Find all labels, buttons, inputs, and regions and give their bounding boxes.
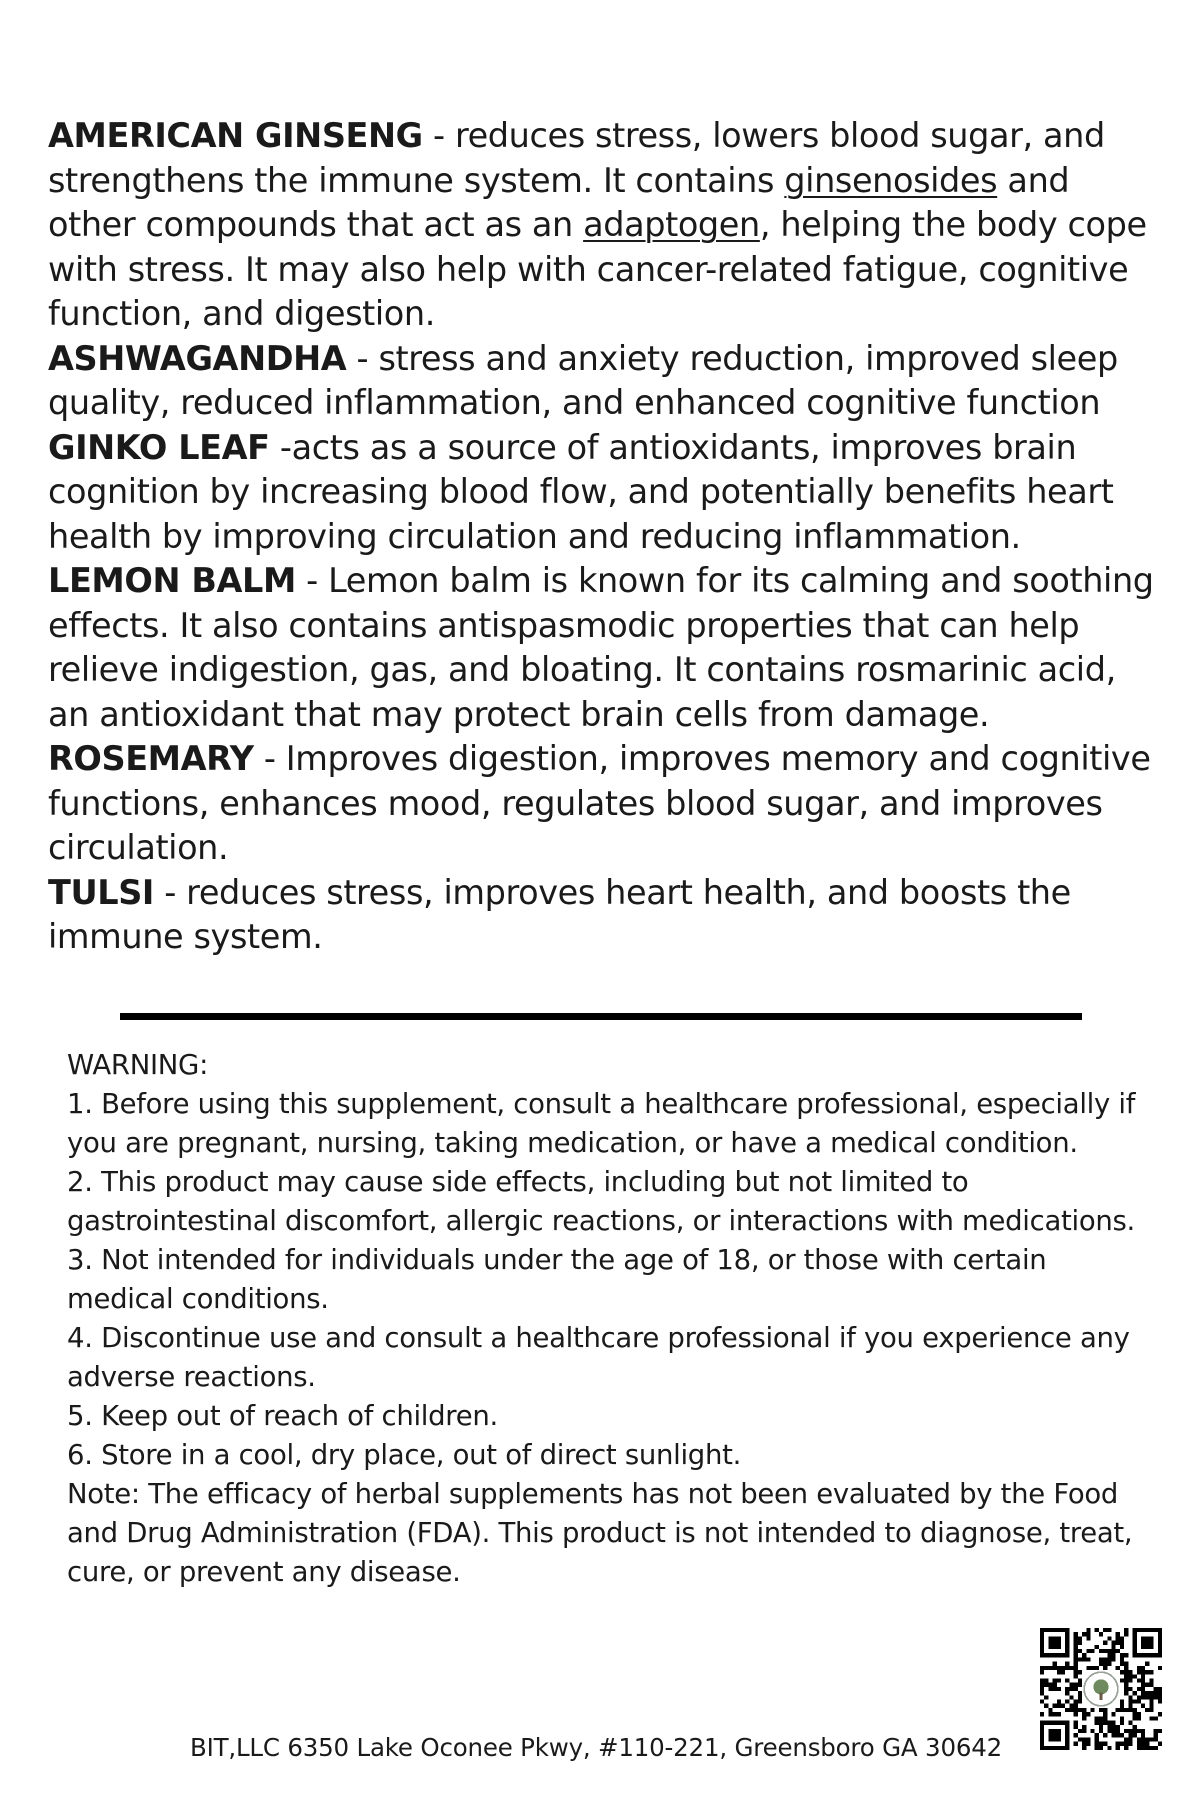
- herb-ashwagandha: [48, 337, 1158, 426]
- company-address: BIT,LLC 6350 Lake Oconee Pkwy, #110-221, Greensboro GA 30642: [190, 1733, 1002, 1762]
- warning-item: 4. Discontinue use and consult a healthcare professional if you experience any adverse reactions.: [67, 1322, 1130, 1393]
- warning-section: [67, 1046, 1147, 1592]
- herb-description: - Lemon balm is known for its calming and soothing effects. It also contains antispasmodic properties that can help relieve indigestion, gas, and bloating. It contains rosmarinic acid, an antioxidant that may protect brain cells from damage.: [48, 561, 1154, 734]
- herb-description: - Improves digestion, improves memory and cognitive functions, enhances mood, regulates blood sugar, and improves circulation.: [48, 739, 1151, 867]
- herb-name: GINKO LEAF: [48, 427, 270, 467]
- herb-rosemary: [48, 737, 1158, 871]
- warning-item: 1. Before using this supplement, consult a healthcare professional, especially if you are pregnant, nursing, taking medication, or have a medical condition.: [67, 1088, 1136, 1159]
- section-divider: [120, 1013, 1082, 1020]
- warning-item: 5. Keep out of reach of children.: [67, 1400, 498, 1432]
- herb-description: -acts as a source of antioxidants, improves brain cognition by increasing blood flow, and potentially benefits heart health by improving circulation and reducing inflammation.: [48, 427, 1114, 556]
- footer: [0, 1731, 1200, 1765]
- herb-name: LEMON BALM: [48, 561, 296, 600]
- herb-tulsi: [48, 871, 1158, 960]
- herb-description: and other compounds that act as an: [48, 160, 1070, 244]
- adaptogen-link[interactable]: adaptogen: [583, 205, 760, 244]
- herb-description: , helping the body cope with stress. It may also help with cancer-related fatigue, cognitive function, and digestion.: [48, 205, 1147, 333]
- ginsenosides-link[interactable]: ginsenosides: [784, 160, 998, 200]
- herb-description: - reduces stress, improves heart health, and boosts the immune system.: [48, 872, 1071, 956]
- herb-lemon-balm: [48, 559, 1158, 737]
- herb-description: - stress and anxiety reduction, improved sleep quality, reduced inflammation, and enhanced cognitive function: [48, 338, 1118, 422]
- warning-heading: WARNING:: [67, 1049, 209, 1081]
- herb-name: ASHWAGANDHA: [48, 338, 347, 378]
- warning-note: Note: The efficacy of herbal supplements has not been evaluated by the Food and Drug Administration (FDA). This product is not intended to diagnose, treat, cure, or prevent any disease.: [67, 1478, 1133, 1588]
- herb-ginko-leaf: [48, 426, 1158, 560]
- herb-name: ROSEMARY: [48, 739, 254, 778]
- warning-item: 3. Not intended for individuals under the age of 18, or those with certain medical conditions.: [67, 1244, 1047, 1315]
- warning-item: 6. Store in a cool, dry place, out of direct sunlight.: [67, 1439, 742, 1471]
- warning-item: 2. This product may cause side effects, including but not limited to gastrointestinal discomfort, allergic reactions, or interactions with medications.: [67, 1166, 1135, 1237]
- herb-descriptions: [48, 114, 1158, 960]
- herb-american-ginseng: [48, 114, 1158, 337]
- herb-name: TULSI: [48, 872, 154, 912]
- herb-name: AMERICAN GINSENG: [48, 116, 423, 155]
- herb-description: - reduces stress, lowers blood sugar, and strengthens the immune system. It contains: [48, 116, 1105, 200]
